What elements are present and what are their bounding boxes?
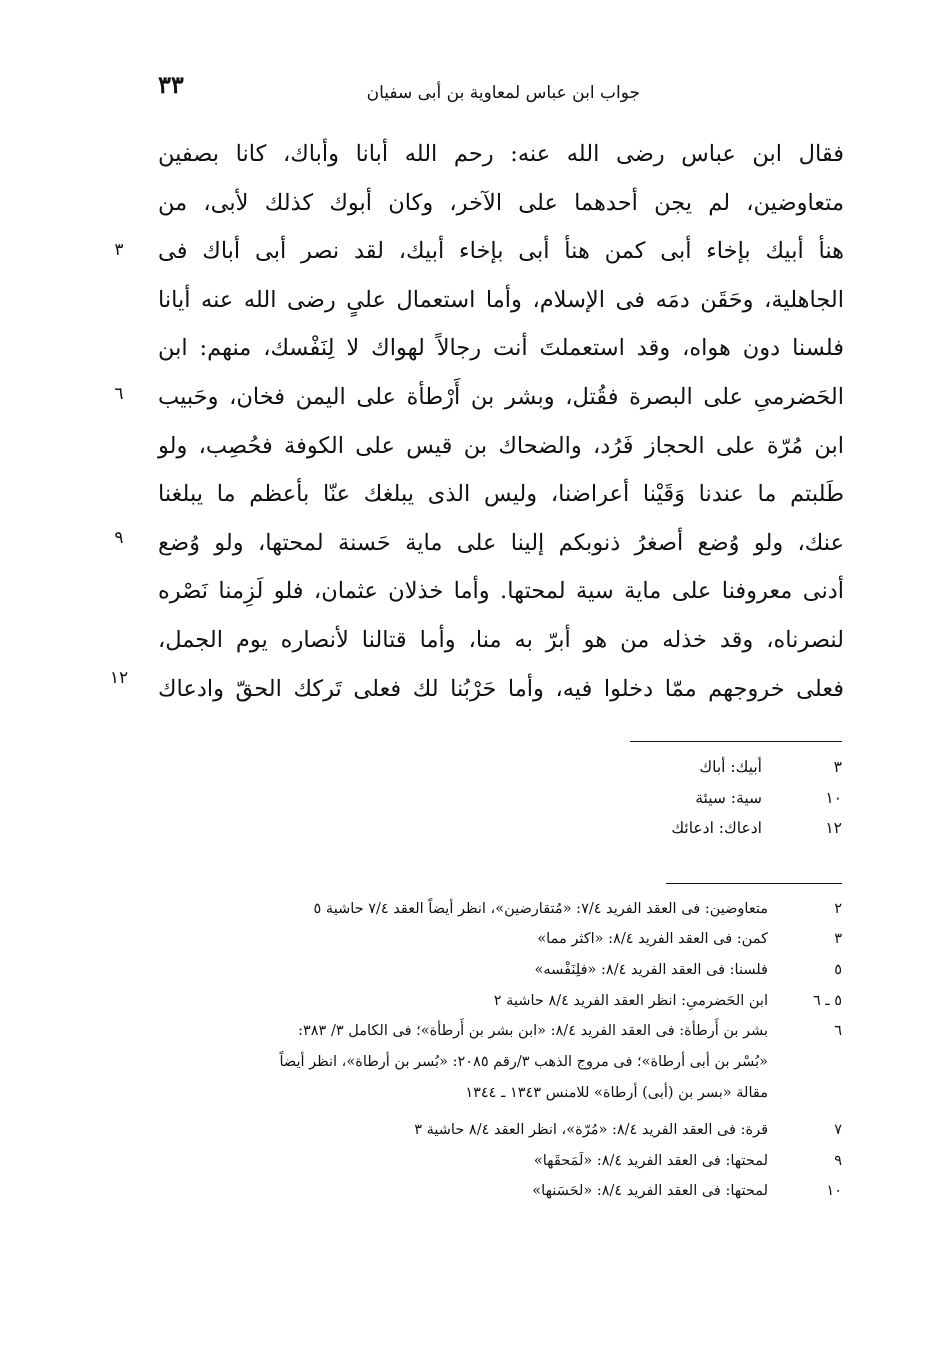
text-line: فعلى خروجهم ممّا دخلوا فيه، وأما حَرْبُنا لك فعلى تَركك الحقّ وادعاك: [158, 675, 844, 702]
running-header-title: جواب ابن عباس لمعاوية بن أبى سفيان: [366, 83, 640, 103]
variant-line-number: ٣: [833, 758, 842, 776]
text-line: طَلبتم ما عندنا وَقَيْنا أعراضنا، وليس الذى يبلغك عنّا بأعظم ما يبلغنا: [158, 481, 844, 508]
footnotes: [150, 894, 842, 1206]
variant-text: ادعاك: ادعائك: [671, 819, 762, 837]
footnote-line-number: ٣: [834, 931, 842, 947]
footnote-line-number: ١٠: [826, 1183, 842, 1199]
footnote: [150, 924, 842, 955]
footnote: [150, 955, 842, 986]
text-line: أدنى معروفنا على ماية سية لمحتها. وأما خذلان عثمان، فلو لَزِمنا نَصْره: [158, 578, 844, 605]
footnote: [150, 1016, 842, 1114]
variant-line-number: ١٠: [825, 788, 842, 807]
variant-entry: [560, 783, 842, 814]
text-line: فلسنا دون هواه، وقد استعملتَ أنت رجالاً لهواك لا لِنَفْسك، منهم: ابن: [158, 335, 844, 362]
text-line: متعاوضين، لم يجن أحدهما على الآخر، وكان أبوك كذلك لأبى، من: [158, 189, 844, 216]
text-line: الجاهلية، وحَقَن دمَه فى الإسلام، وأما استعمال علىٍ رضى الله عنه أيانا: [158, 286, 844, 313]
text-line: عنك، ولو وُضع أصغرُ ذنوبكم إلينا على ماية حَسنة لمحتها، ولو وُضع: [158, 529, 844, 556]
text-line: ابن مُرّة على الحجاز فَرُد، والضحاك بن قيس على الكوفة فحُصِب، ولو: [158, 432, 844, 459]
variant-entry: [560, 752, 842, 783]
footnote-text: متعاوضين: فى العقد الفريد ٧/٤: «مُتقارضين»، انظر أيضاً العقد ٧/٤ حاشية ٥: [313, 901, 768, 917]
footnote-text: «بُسْر بن أبى أرطاة»؛ فى مروج الذهب ٣/رقم ٢٠٨٥: «بُسر بن أرطاة»، انظر أيضاً: [279, 1054, 768, 1070]
variant-readings: [560, 752, 842, 844]
footnote-text: قرة: فى العقد الفريد ٨/٤: «مُرّة»، انظر العقد ٨/٤ حاشية ٣: [414, 1122, 768, 1138]
footnote: [150, 894, 842, 924]
footnote-text: لمحتها: فى العقد الفريد ٨/٤: «لَمَحقَها»: [533, 1153, 768, 1169]
footnote-text: لمحتها: فى العقد الفريد ٨/٤: «لحَسَنها»: [532, 1183, 768, 1199]
text-line: هنأ أبيك بإخاء أبى كمن هنأ أبى بإخاء أبيك، لقد نصر أبى أباك فى: [158, 238, 844, 265]
variant-entry: [560, 813, 842, 844]
footnote-text: فلسنا: فى العقد الفريد ٨/٤: «فلِنَفْسه»: [534, 962, 768, 978]
footnote: [150, 1146, 842, 1176]
footnote-line-number: ٢: [834, 901, 842, 917]
footnotes-divider: [666, 883, 842, 884]
footnote-line-number: ٦: [834, 1023, 842, 1039]
footnote-text: ابن الحَضرمىِ: انظر العقد الفريد ٨/٤ حاشية ٢: [493, 993, 768, 1009]
line-number-marker: ٣: [114, 240, 124, 260]
text-line: فقال ابن عباس رضى الله عنه: رحم الله أبانا وأباك، كانا بصفين: [158, 141, 844, 167]
footnote: [150, 986, 842, 1016]
variants-divider: [630, 741, 842, 742]
text-line: الحَضرمىِ على البصرة فقُتل، وبشر بن أَرْطأة على اليمن فخان، وحَبيب: [158, 383, 844, 410]
footnote: [150, 1176, 842, 1206]
footnote-line-number: ٧: [834, 1122, 842, 1138]
line-number-marker: ١٢: [109, 668, 129, 688]
page-number: ٣٣: [158, 70, 184, 99]
footnote-text: مقالة «بسر بن (أبى) أرطاة» للامنس ١٣٤٣ ـ ١٣٤٤: [465, 1085, 768, 1101]
footnote-line-number: ٩: [834, 1153, 842, 1169]
variant-line-number: ١٢: [825, 819, 842, 837]
footnote-line-number: ٥ ـ ٦: [812, 993, 842, 1009]
main-text: [158, 130, 844, 713]
line-number-marker: ٩: [114, 528, 124, 548]
footnote-text: كمن: فى العقد الفريد ٨/٤: «اكثر مما»: [537, 931, 768, 947]
footnote-text: بشر بن أَرطأة: فى العقد الفريد ٨/٤: «ابن بشر بن أَرطأة»؛ فى الكامل ٣/ ٣٨٣:: [298, 1023, 768, 1039]
line-number-marker: ٦: [114, 384, 124, 404]
variant-text: أبيك: أباك: [699, 758, 762, 776]
variant-text: سية: سيئة: [695, 788, 762, 807]
footnote-line-number: ٥: [834, 962, 842, 978]
footnote: [150, 1114, 842, 1146]
text-line: لنصرناه، وقد خذله من هو أبرّ به منا، وأما قتالنا لأنصاره يوم الجمل،: [158, 626, 844, 653]
